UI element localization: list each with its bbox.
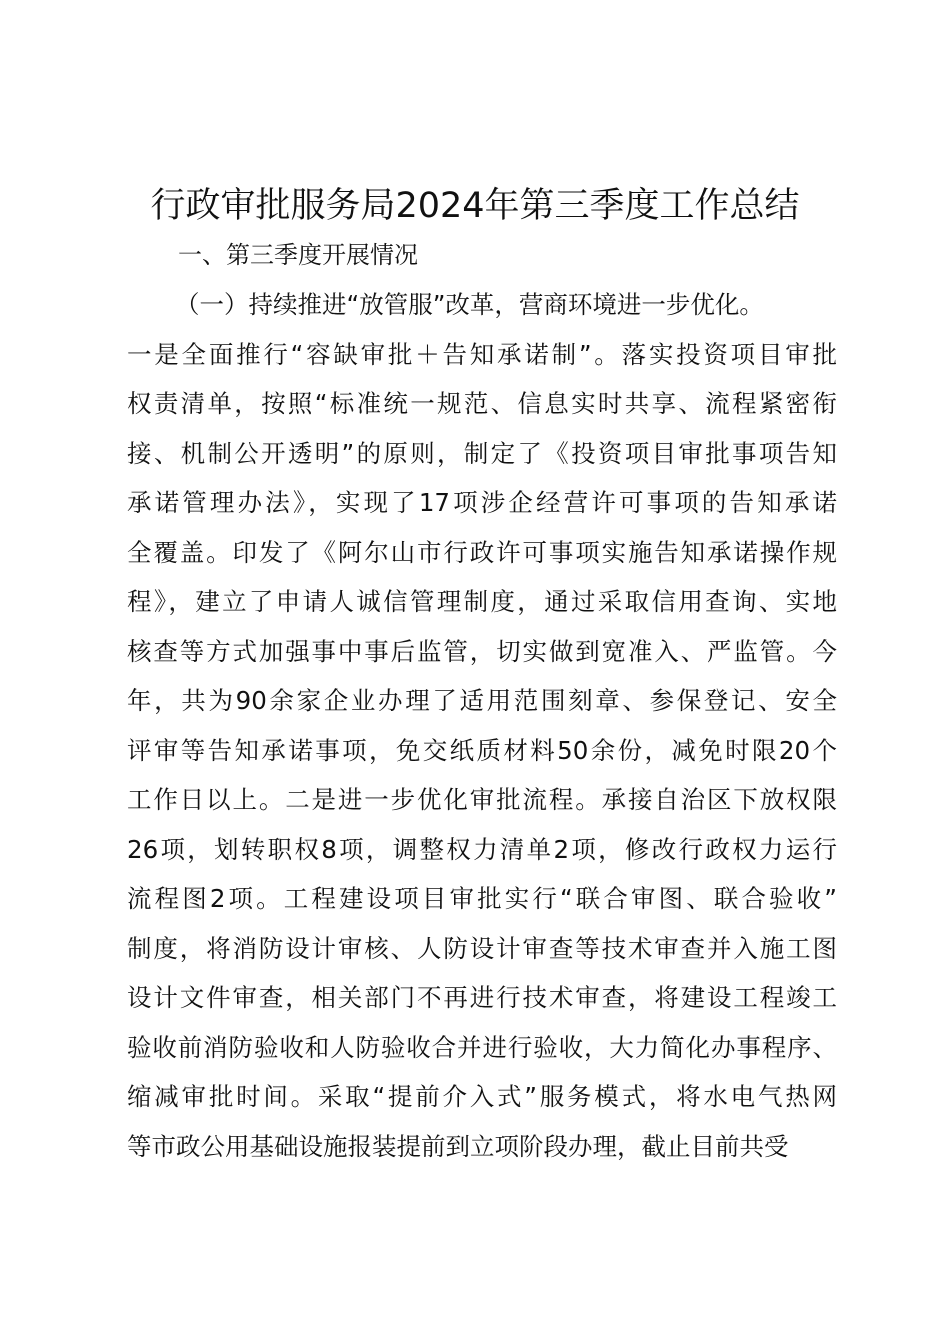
body-line: （一）持续推进“放管服”改革，营商环境进一步优化。: [175, 290, 764, 319]
body-line: 程》，建立了申请人诚信管理制度，通过采取信用查询、实地: [127, 587, 837, 616]
body-line: 流程图2项。工程建设项目审批实行“联合审图、联合验收”: [127, 884, 837, 913]
body-line: 全覆盖。印发了《阿尔山市行政许可事项实施告知承诺操作规: [127, 537, 837, 567]
body-line: 接、机制公开透明”的原则，制定了《投资项目审批事项告知: [127, 438, 837, 468]
body-line: 评审等告知承诺事项，免交纸质材料50余份，减免时限20个: [127, 735, 837, 765]
document-title: 行政审批服务局2024年第三季度工作总结: [150, 186, 800, 226]
body-text: [127, 280, 837, 1171]
body-line: 设计文件审查，相关部门不再进行技术审查，将建设工程竣工: [127, 983, 837, 1012]
body-line: 验收前消防验收和人防验收合并进行验收，大力简化办事程序、: [127, 1032, 837, 1062]
body-line: 26项，划转职权8项，调整权力清单2项，修改行政权力运行: [127, 834, 837, 864]
body-line: 制度，将消防设计审核、人防设计审查等技术审查并入施工图: [127, 933, 837, 963]
body-line: 核查等方式加强事中事后监管，切实做到宽准入、严监管。今: [127, 636, 837, 666]
body-line: 权责清单，按照“标准统一规范、信息实时共享、流程紧密衔: [127, 389, 837, 418]
body-line: 一是全面推行“容缺审批＋告知承诺制”。落实投资项目审批: [127, 339, 837, 369]
body-line: 缩减审批时间。采取“提前介入式”服务模式，将水电气热网: [127, 1082, 837, 1111]
section-heading: 一、第三季度开展情况: [178, 241, 418, 269]
body-line: 承诺管理办法》，实现了17项涉企经营许可事项的告知承诺: [127, 488, 837, 517]
body-line: 工作日以上。二是进一步优化审批流程。承接自治区下放权限: [127, 785, 837, 814]
body-line: 年，共为90余家企业办理了适用范围刻章、参保登记、安全: [127, 686, 837, 715]
body-line: 等市政公用基础设施报装提前到立项阶段办理，截止目前共受: [127, 1131, 789, 1161]
